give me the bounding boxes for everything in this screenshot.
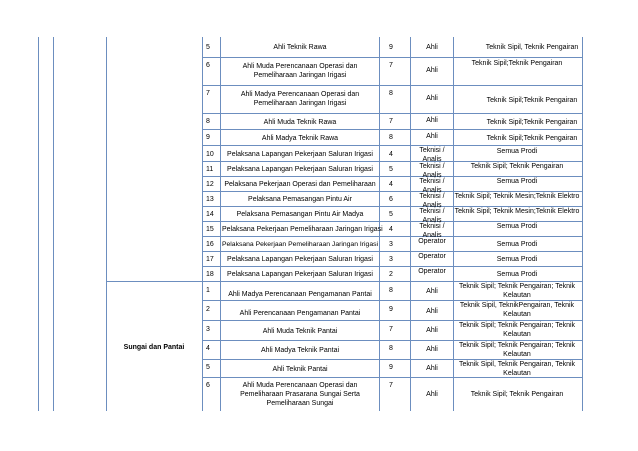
- row-jenjang: 8: [389, 134, 393, 141]
- grid-line: [106, 37, 107, 411]
- grid-line: [202, 251, 582, 252]
- grid-line: [202, 113, 582, 114]
- row-pendidikan: Operator: [418, 238, 446, 245]
- row-prodi: Teknik Sipil; Teknik Pengairan: [470, 391, 564, 398]
- row-pendidikan: Teknisi / Analis: [419, 223, 445, 239]
- row-no: 6: [206, 62, 210, 69]
- grid-line: [38, 37, 39, 411]
- grid-line: [202, 129, 582, 130]
- row-prodi: Teknik Sipil; Teknik Pengairan; Teknik Kelautan: [458, 342, 576, 358]
- row-jabatan: Ahli Madya Teknik Rawa: [261, 135, 339, 142]
- row-prodi: Teknik Sipil;Teknik Pengairan: [471, 60, 563, 67]
- row-jabatan: Ahli Teknik Pantai: [272, 366, 328, 373]
- row-jabatan: Pelaksana Lapangan Pekerjaan Saluran Irigasi: [227, 256, 373, 263]
- row-jabatan: Pelaksana Pekerjaan Pemeliharaan Jaringan Irigasi: [222, 226, 383, 233]
- row-jenjang: 9: [389, 306, 393, 313]
- row-jabatan: Ahli Muda Perencanaan Operasi dan Pemeliharaan Jaringan Irigasi: [242, 63, 358, 79]
- row-prodi: Semua Prodi: [496, 271, 538, 278]
- grid-line: [202, 85, 582, 86]
- row-prodi: Teknik Sipil;Teknik Pengairan: [486, 97, 578, 104]
- row-no: 6: [206, 382, 210, 389]
- group-label: Sungai dan Pantai: [123, 344, 185, 351]
- row-jenjang: 8: [389, 287, 393, 294]
- row-no: 17: [206, 256, 214, 263]
- grid-line: [410, 37, 411, 411]
- row-jenjang: 8: [389, 345, 393, 352]
- grid-line: [202, 57, 582, 58]
- row-pendidikan: Operator: [418, 253, 446, 260]
- row-pendidikan: Ahli: [426, 327, 438, 334]
- row-prodi: Teknik Sipil, Teknik Pengairan, Teknik Kelautan: [458, 361, 576, 377]
- row-jabatan: Pelaksana Pemasangan Pintu Air Madya: [236, 211, 364, 218]
- row-prodi: Teknik Sipil, TeknikPengairan, Teknik Kelautan: [459, 302, 575, 318]
- row-pendidikan: Ahli: [426, 391, 438, 398]
- row-prodi: Semua Prodi: [496, 223, 538, 230]
- row-prodi: Semua Prodi: [496, 241, 538, 248]
- row-no: 2: [206, 306, 210, 313]
- row-pendidikan: Teknisi / Analis: [419, 208, 445, 224]
- row-jenjang: 4: [389, 181, 393, 188]
- grid-line: [53, 37, 54, 411]
- row-no: 11: [206, 166, 214, 173]
- row-prodi: Semua Prodi: [496, 148, 538, 155]
- row-prodi: Teknik Sipil;Teknik Pengairan: [486, 119, 578, 126]
- row-jabatan: Ahli Muda Teknik Rawa: [263, 119, 337, 126]
- row-pendidikan: Teknisi / Analis: [419, 163, 445, 179]
- row-jabatan: Ahli Madya Perencanaan Pengamanan Pantai: [228, 291, 372, 298]
- row-jenjang: 3: [389, 256, 393, 263]
- row-jenjang: 7: [389, 62, 393, 69]
- row-prodi: Teknik Sipil; Teknik Pengairan; Teknik Kelautan: [458, 322, 576, 338]
- row-jabatan: Pelaksana Pemasangan Pintu Air: [248, 196, 352, 203]
- row-jabatan: Ahli Muda Teknik Pantai: [262, 328, 338, 335]
- row-jenjang: 7: [389, 118, 393, 125]
- row-jabatan: Pelaksana Pekerjaan Pemeliharaan Jaringan Irigasi: [221, 241, 379, 248]
- row-pendidikan: Ahli: [426, 95, 438, 102]
- row-jenjang: 5: [389, 211, 393, 218]
- row-jenjang: 3: [389, 241, 393, 248]
- row-prodi: Teknik Sipil; Teknik Pengairan; Teknik Kelautan: [458, 283, 576, 299]
- row-jenjang: 7: [389, 326, 393, 333]
- row-prodi: Teknik Sipil; Teknik Pengairan: [470, 163, 564, 170]
- row-no: 5: [206, 44, 210, 51]
- row-jenjang: 2: [389, 271, 393, 278]
- row-pendidikan: Ahli: [426, 133, 438, 140]
- row-no: 5: [206, 364, 210, 371]
- row-prodi: Teknik Sipil; Teknik Mesin;Teknik Elektro: [454, 208, 580, 215]
- row-jenjang: 9: [389, 44, 393, 51]
- row-pendidikan: Teknisi / Analis: [419, 193, 445, 209]
- row-pendidikan: Ahli: [426, 365, 438, 372]
- row-jabatan: Ahli Muda Perencanaan Operasi dan Pemeliharaan Prasarana Sungai Serta Pemeliharaan Sungai: [240, 382, 360, 407]
- row-pendidikan: Ahli: [426, 288, 438, 295]
- row-no: 1: [206, 287, 210, 294]
- row-pendidikan: Ahli: [426, 67, 438, 74]
- row-jenjang: 6: [389, 196, 393, 203]
- row-prodi: Teknik Sipil; Teknik Mesin;Teknik Elektro: [454, 193, 580, 200]
- grid-line: [582, 37, 583, 411]
- row-no: 15: [206, 226, 214, 233]
- row-no: 8: [206, 118, 210, 125]
- row-no: 12: [206, 181, 214, 188]
- row-prodi: Teknik Sipil;Teknik Pengairan: [486, 135, 578, 142]
- grid-line: [202, 236, 582, 237]
- row-prodi: Teknik Sipil, Teknik Pengairan: [485, 44, 579, 51]
- row-no: 18: [206, 271, 214, 278]
- grid-line: [202, 37, 203, 411]
- row-jabatan: Pelaksana Lapangan Pekerjaan Saluran Irigasi: [227, 166, 373, 173]
- row-jenjang: 4: [389, 151, 393, 158]
- row-pendidikan: Ahli: [426, 44, 438, 51]
- row-no: 14: [206, 211, 214, 218]
- row-jabatan: Pelaksana Lapangan Pekerjaan Saluran Irigasi: [227, 151, 373, 158]
- row-jenjang: 7: [389, 382, 393, 389]
- row-jabatan: Ahli Teknik Rawa: [273, 44, 327, 51]
- grid-line: [202, 145, 582, 146]
- row-prodi: Semua Prodi: [496, 256, 538, 263]
- row-pendidikan: Ahli: [426, 346, 438, 353]
- row-no: 16: [206, 241, 214, 248]
- row-jenjang: 8: [389, 90, 393, 97]
- row-jenjang: 4: [389, 226, 393, 233]
- row-pendidikan: Ahli: [426, 117, 438, 124]
- row-jabatan: Pelaksana Pekerjaan Operasi dan Pemeliharaan: [224, 181, 376, 188]
- row-prodi: Semua Prodi: [496, 178, 538, 185]
- row-pendidikan: Operator: [418, 268, 446, 275]
- row-pendidikan: Ahli: [426, 308, 438, 315]
- row-jabatan: Ahli Madya Teknik Pantai: [260, 347, 340, 354]
- row-jenjang: 5: [389, 166, 393, 173]
- row-no: 3: [206, 326, 210, 333]
- grid-line: [220, 37, 221, 411]
- row-no: 7: [206, 90, 210, 97]
- row-no: 4: [206, 345, 210, 352]
- row-no: 13: [206, 196, 214, 203]
- row-no: 10: [206, 151, 214, 158]
- row-jabatan: Ahli Perencanaan Pengamanan Pantai: [239, 310, 361, 317]
- row-pendidikan: Teknisi / Analis: [419, 147, 445, 163]
- grid-line: [202, 266, 582, 267]
- row-jabatan: Pelaksana Lapangan Pekerjaan Saluran Irigasi: [227, 271, 373, 278]
- row-pendidikan: Teknisi / Analis: [419, 178, 445, 194]
- grid-line: [379, 37, 380, 411]
- row-no: 9: [206, 134, 210, 141]
- row-jenjang: 9: [389, 364, 393, 371]
- row-jabatan: Ahli Madya Perencanaan Operasi dan Pemeliharaan Jaringan Irigasi: [240, 91, 360, 107]
